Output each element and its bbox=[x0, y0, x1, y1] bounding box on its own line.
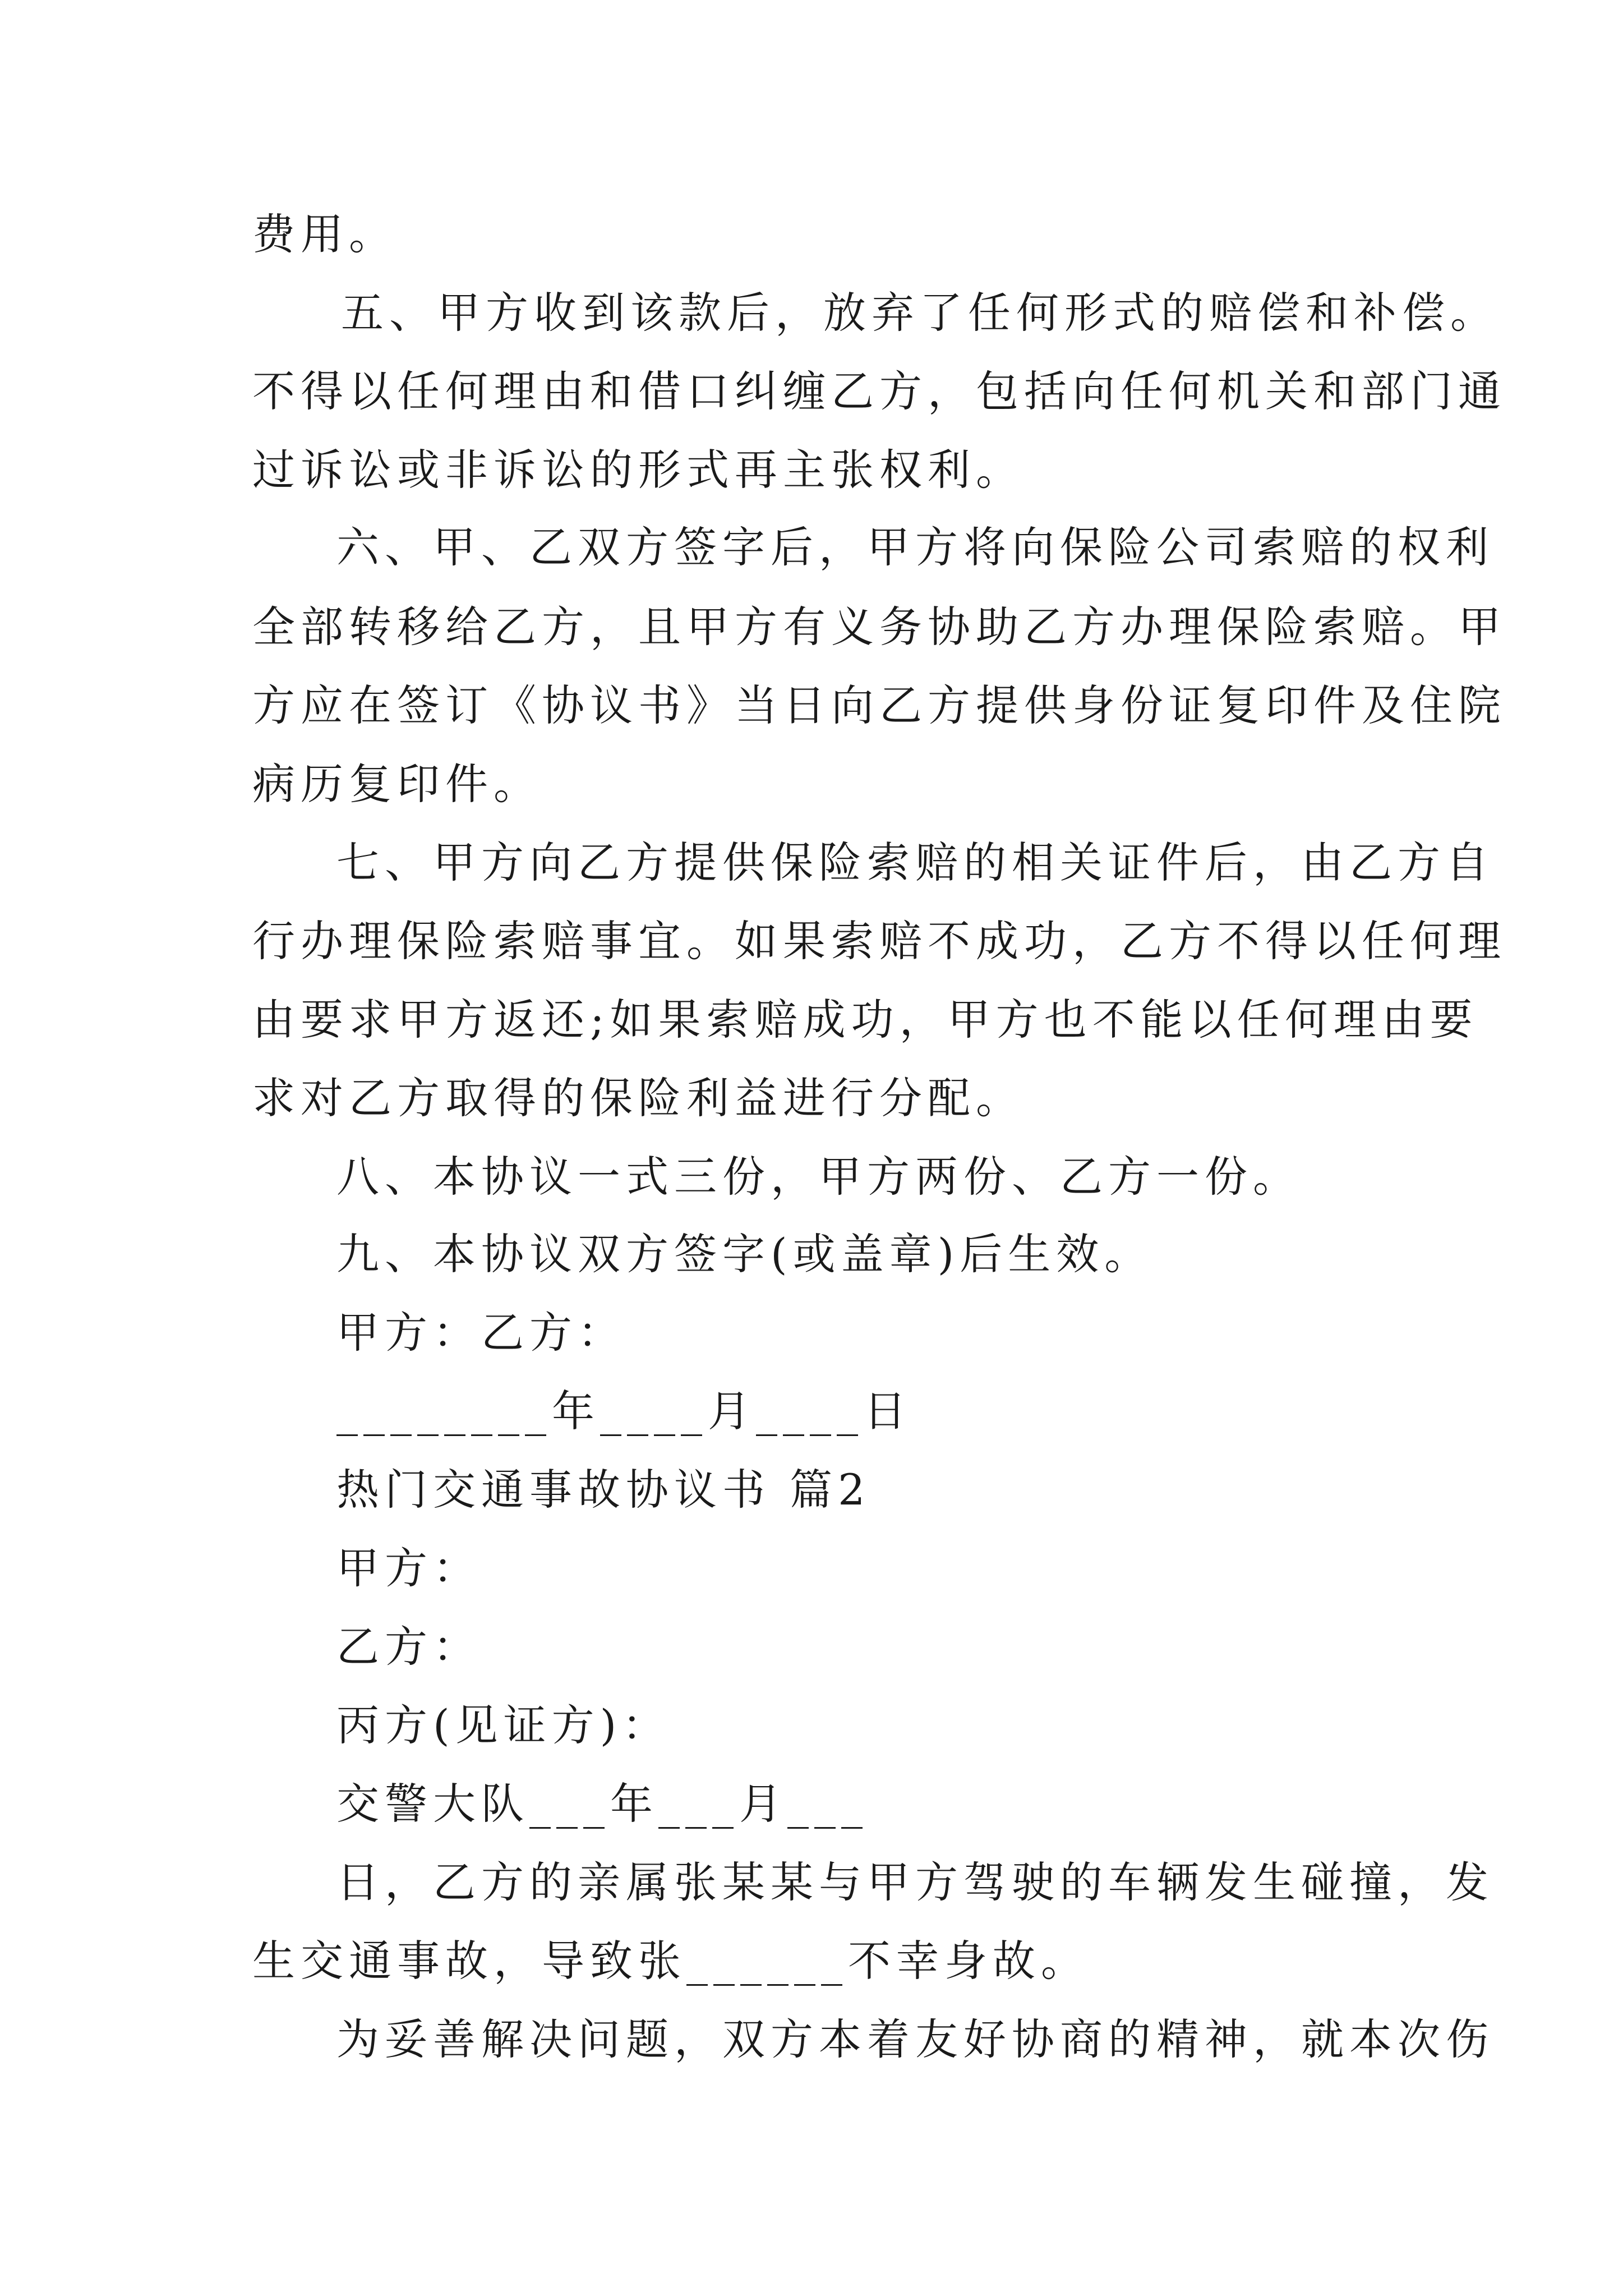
text-line: 由要求甲方返还;如果索赔成功，甲方也不能以任何理由要 bbox=[252, 995, 1478, 1045]
text-line: 行办理保险索赔事宜。如果索赔不成功，乙方不得以任何理 bbox=[252, 916, 1506, 966]
text-line: 不得以任何理由和借口纠缠乙方，包括向任何机关和部门通 bbox=[252, 366, 1506, 416]
party-c-line: 丙方(见证方)： bbox=[336, 1700, 671, 1750]
text-line: 日，乙方的亲属张某某与甲方驾驶的车辆发生碰撞，发 bbox=[336, 1857, 1494, 1907]
party-a-line: 甲方： bbox=[336, 1543, 481, 1593]
party-b-line: 乙方： bbox=[336, 1622, 481, 1672]
clause-five-line: 五、甲方收到该款后，放弃了任何形式的赔偿和补偿。 bbox=[341, 288, 1498, 338]
text-line: 为妥善解决问题，双方本着友好协商的精神，就本次伤 bbox=[336, 2014, 1494, 2064]
text-line: 求对乙方取得的保险利益进行分配。 bbox=[252, 1073, 1024, 1123]
traffic-police-line: 交警大队___年___月___ bbox=[336, 1779, 868, 1829]
signature-parties-line: 甲方：乙方： bbox=[336, 1308, 626, 1358]
text-line: 生交通事故，导致张______不幸身故。 bbox=[252, 1936, 1089, 1986]
text-line: 费用。 bbox=[252, 209, 397, 259]
clause-seven-line: 七、甲方向乙方提供保险索赔的相关证件后，由乙方自 bbox=[336, 838, 1494, 887]
text-line: 方应在签订《协议书》当日向乙方提供身份证复印件及住院 bbox=[252, 680, 1506, 730]
date-line: ________年____月____日 bbox=[336, 1386, 912, 1436]
text-line: 病历复印件。 bbox=[252, 759, 542, 809]
clause-nine-line: 九、本协议双方签字(或盖章)后生效。 bbox=[336, 1229, 1153, 1279]
text-line: 过诉讼或非诉讼的形式再主张权利。 bbox=[252, 445, 1024, 495]
section-heading: 热门交通事故协议书 篇2 bbox=[336, 1465, 871, 1515]
text-line: 全部转移给乙方，且甲方有义务协助乙方办理保险索赔。甲 bbox=[252, 602, 1506, 652]
clause-eight-line: 八、本协议一式三份，甲方两份、乙方一份。 bbox=[336, 1152, 1301, 1202]
clause-six-line: 六、甲、乙双方签字后，甲方将向保险公司索赔的权利 bbox=[336, 522, 1494, 572]
